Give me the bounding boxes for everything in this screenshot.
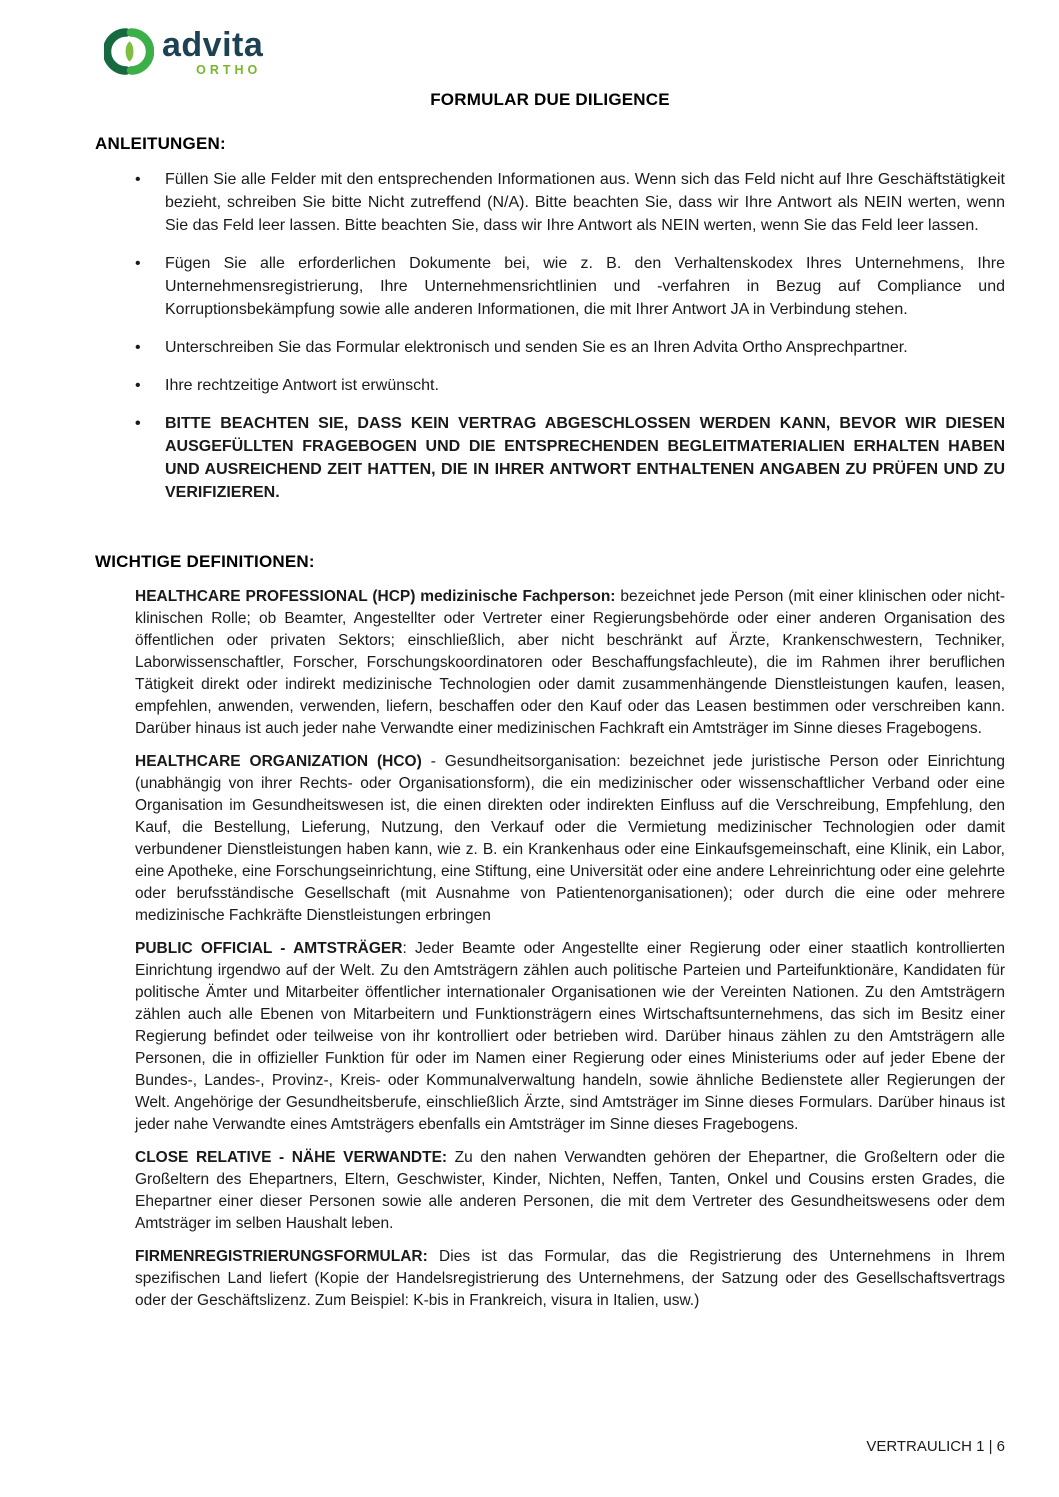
instruction-item-5-notice <box>165 412 1005 504</box>
definition-term: HEALTHCARE PROFESSIONAL (HCP) medizinische Fachperson: <box>135 588 616 605</box>
logo-subbrand-text: ORTHO <box>196 63 262 77</box>
instruction-item-1 <box>165 168 1005 237</box>
definition-text: - Gesundheitsorganisation: bezeichnet jede juristische Person oder Einrichtung (unabhängig von ihrer Rechts- oder Organisationsform), die ein medizinischer oder wissenschaftlicher Verband oder eine Organisation im Gesundheitswesen ist, die einen direkten oder indirekten Einfluss auf die Verschreibung, Empfehlung, den Kauf, die Bestellung, Lieferung, Nutzung, den Verkauf oder die Vermietung medizinischer Technologien oder damit verbundener Dienstleistungen haben kann, wie z. B. ein Krankenhaus oder eine Einkaufsgemeinschaft, eine Klinik, ein Labor, eine Apotheke, eine Forschungseinrichtung, eine Stiftung, eine Universität oder eine andere Lehreinrichtung oder eine gelehrte oder berufsständische Gesellschaft (mit Ausnahme von Patientenorganisationen); oder durch die eine oder mehrere medizinische Fachkräfte Dienstleistungen erbringen <box>135 753 1005 924</box>
page-title: FORMULAR DUE DILIGENCE <box>430 90 670 109</box>
definition-item-hcp <box>135 586 1005 740</box>
definition-item-public-official <box>135 938 1005 1136</box>
advita-ortho-logo <box>104 26 1005 82</box>
definition-text: bezeichnet jede Person (mit einer klinischen oder nicht-klinischen Rolle; ob Beamter, Angestellter oder Vertreter einer Regierungsbehörde oder einer anderen Organisation des öffentlichen oder privaten Sektors; einschließlich, aber nicht beschränkt auf Ärzte, Krankenschwestern, Techniker, Laborwissenschaftler, Forscher, Forschungskoordinatoren oder Beschaffungsfachleute), die im Rahmen ihrer beruflichen Tätigkeit direkt oder indirekt medizinische Technologien oder damit zusammenhängende Dienstleistungen kaufen, leasen, empfehlen, anwenden, verwenden, liefern, beschaffen oder den Kauf oder das Leasen bestimmen oder verschreiben kann. Darüber hinaus ist auch jeder nahe Verwandte einer medizinischen Fachkraft ein Amtsträger im Sinne dieses Fragebogens. <box>135 588 1005 737</box>
instruction-text: Ihre rechtzeitige Antwort ist erwünscht. <box>165 377 439 394</box>
definition-item-company-registration <box>135 1246 1005 1312</box>
definition-term: CLOSE RELATIVE - NÄHE VERWANDTE: <box>135 1149 448 1166</box>
definition-text: Zu den nahen Verwandten gehören der Ehepartner, die Großeltern oder die Großeltern des Ehepartners, Eltern, Geschwister, Kinder, Nichten, Neffen, Tanten, Onkel und Cousins ersten Grades, die Ehepartner einer dieser Personen sowie alle anderen Personen, die mit dem Vertreter des Gesundheitswesens oder dem Amtsträger im selben Haushalt leben. <box>135 1149 1006 1232</box>
instruction-text: Fügen Sie alle erforderlichen Dokumente bei, wie z. B. den Verhaltenskodex Ihres Unternehmens, Ihre Unternehmensregistrierung, Ihre Unternehmensrichtlinien und -verfahren in Bezug auf Compliance und Korruptionsbekämpfung sowie alle anderen Informationen, die mit Ihrer Antwort JA in Verbindung stehen. <box>165 255 1005 318</box>
definition-text: : Jeder Beamte oder Angestellte einer Regierung oder einer staatlich kontrollierten Einrichtung irgendwo auf der Welt. Zu den Amtsträgern zählen auch politische Parteien und Parteifunktionäre, Kandidaten für politische Ämter und Mitarbeiter öffentlicher internationaler Organisationen wie der Vereinten Nationen. Zu den Amtsträgern zählen auch alle Ebenen von Mitarbeitern und Funktionsträgern eines Wirtschaftsunternehmens, das sich im Besitz einer Regierung befindet oder teilweise von ihr kontrolliert oder betrieben wird. Darüber hinaus zählen zu den Amtsträgern alle Personen, die in offizieller Funktion für oder im Namen einer Regierung oder eines Ministeriums oder auf jeder Ebene der Bundes-, Landes-, Provinz-, Kreis- oder Kommunalverwaltung handeln, sowie ähnliche Bedienstete aller Regierungen der Welt. Angehörige der Gesundheitsberufe, einschließlich Ärzte, sind Amtsträger im Sinne dieses Formulars. Darüber hinaus ist jeder nahe Verwandte eines Amtsträgers ebenfalls ein Amtsträger im Sinne dieses Fragebogens. <box>135 940 1005 1133</box>
footer-confidential-page-number: VERTRAULICH 1 | 6 <box>866 1438 1005 1455</box>
instruction-item-2 <box>165 252 1005 321</box>
advita-logo-icon <box>104 26 154 83</box>
instruction-item-4 <box>165 374 1005 397</box>
logo-brand-text: advita <box>162 26 264 64</box>
definition-item-hco <box>135 751 1005 927</box>
definition-item-close-relative <box>135 1147 1005 1235</box>
definition-term: HEALTHCARE ORGANIZATION (HCO) <box>135 753 422 770</box>
instructions-heading: ANLEITUNGEN: <box>95 134 226 153</box>
instruction-text: Unterschreiben Sie das Formular elektronisch und senden Sie es an Ihren Advita Ortho Ansprechpartner. <box>165 339 908 356</box>
instruction-text: Füllen Sie alle Felder mit den entsprechenden Informationen aus. Wenn sich das Feld nicht auf Ihre Geschäftstätigkeit bezieht, schreiben Sie bitte Nicht zutreffend (N/A). Bitte beachten Sie, dass wir Ihre Antwort als NEIN werten, wenn Sie das Feld leer lassen. Bitte beachten Sie, dass wir Ihre Antwort als NEIN werten, wenn Sie das Feld leer lassen. <box>165 171 1005 234</box>
definitions-list <box>135 586 1005 1312</box>
definition-text: Dies ist das Formular, das die Registrierung des Unternehmens in Ihrem spezifischen Land liefert (Kopie der Handelsregistrierung des Unternehmens, der Satzung oder des Gesellschaftsvertrags oder der Geschäftslizenz. Zum Beispiel: K-bis in Frankreich, visura in Italien, usw.) <box>135 1248 1005 1309</box>
instruction-item-3 <box>165 336 1005 359</box>
definition-term: PUBLIC OFFICIAL - AMTSTRÄGER <box>135 940 403 957</box>
definition-term: FIRMENREGISTRIERUNGSFORMULAR: <box>135 1248 428 1265</box>
instruction-text: BITTE BEACHTEN SIE, DASS KEIN VERTRAG ABGESCHLOSSEN WERDEN KANN, BEVOR WIR DIESEN AUSGEFÜLLTEN FRAGEBOGEN UND DIE ENTSPRECHENDEN BEGLEITMATERIALIEN ERHALTEN HABEN UND AUSREICHEND ZEIT HATTEN, DIE IN IHRER ANTWORT ENTHALTENEN ANGABEN ZU PRÜFEN UND ZU VERIFIZIEREN. <box>165 415 1005 501</box>
definitions-heading: WICHTIGE DEFINITIONEN: <box>95 552 315 571</box>
instructions-list <box>95 168 1005 504</box>
